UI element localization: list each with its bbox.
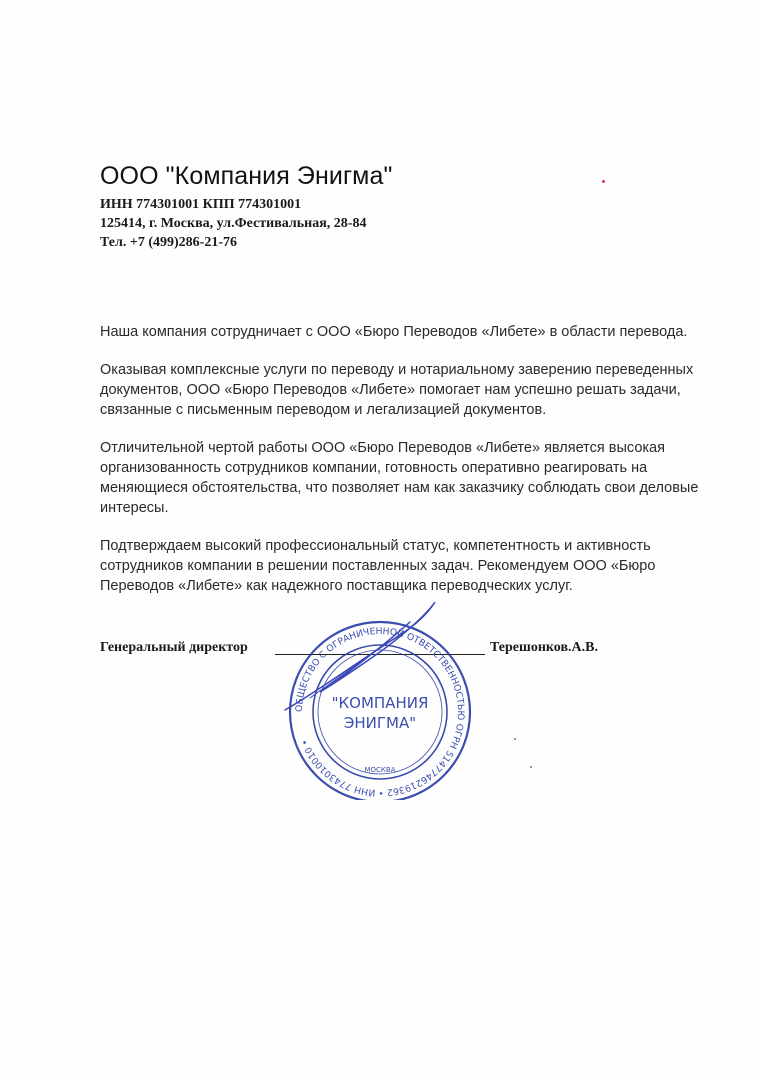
signatory-title: Генеральный директор: [100, 640, 248, 655]
paragraph-line: связанные с письменным переводом и легализацией документов.: [100, 402, 547, 418]
ink-speck: [514, 738, 516, 740]
paragraph-1: [100, 322, 720, 342]
seal-ring-text: ОБЩЕСТВО С ОГРАНИЧЕННОЙ ОТВЕТСТВЕННОСТЬЮ ОГРН 5147746219362 • ИНН 7743010010 •: [293, 625, 467, 799]
paragraph-line: Отличительной чертой работы ООО «Бюро Переводов «Либете» является высокая: [100, 440, 665, 456]
company-phone: Тел. +7 (499)286-21-76: [100, 235, 237, 250]
paragraph-line: организованность сотрудников компании, готовность оперативно реагировать на: [100, 460, 648, 476]
paragraph-line: сотрудников компании в решении поставленных задач. Рекомендуем ООО «Бюро: [100, 558, 656, 574]
ink-speck: [602, 180, 605, 183]
paragraph-4: [100, 536, 720, 596]
paragraph-line: Переводов «Либете» как надежного поставщика переводческих услуг.: [100, 578, 573, 594]
paragraph-line: документов, ООО «Бюро Переводов «Либете» помогает нам успешно решать задачи,: [100, 382, 681, 398]
company-seal: [280, 600, 480, 800]
seal-center-line-2: ЭНИГМА": [343, 714, 417, 732]
company-requisites: [100, 195, 366, 252]
seal-city: МОСКВА: [364, 766, 396, 774]
ink-speck: [530, 766, 532, 768]
paragraph-line: Оказывая комплексные услуги по переводу и нотариальному заверению переведенных: [100, 362, 694, 378]
signatory-name: Терешонков.А.В.: [490, 640, 598, 655]
paragraph-line: Наша компания сотрудничает с ООО «Бюро Переводов «Либете» в области перевода.: [100, 324, 688, 340]
letter-body: [100, 322, 720, 614]
paragraph-3: [100, 438, 720, 518]
paragraph-line: Подтверждаем высокий профессиональный статус, компетентность и активность: [100, 538, 651, 554]
paragraph-line: меняющиеся обстоятельства, что позволяет нам как заказчику соблюдать свои деловые: [100, 480, 699, 496]
company-name: ООО "Компания Энигма": [100, 162, 393, 190]
paragraph-2: [100, 360, 720, 420]
inn-kpp: ИНН 774301001 КПП 774301001: [100, 197, 302, 212]
paragraph-line: интересы.: [100, 500, 169, 516]
seal-center-line-1: "КОМПАНИЯ: [331, 694, 429, 712]
company-address: 125414, г. Москва, ул.Фестивальная, 28-84: [100, 216, 367, 231]
